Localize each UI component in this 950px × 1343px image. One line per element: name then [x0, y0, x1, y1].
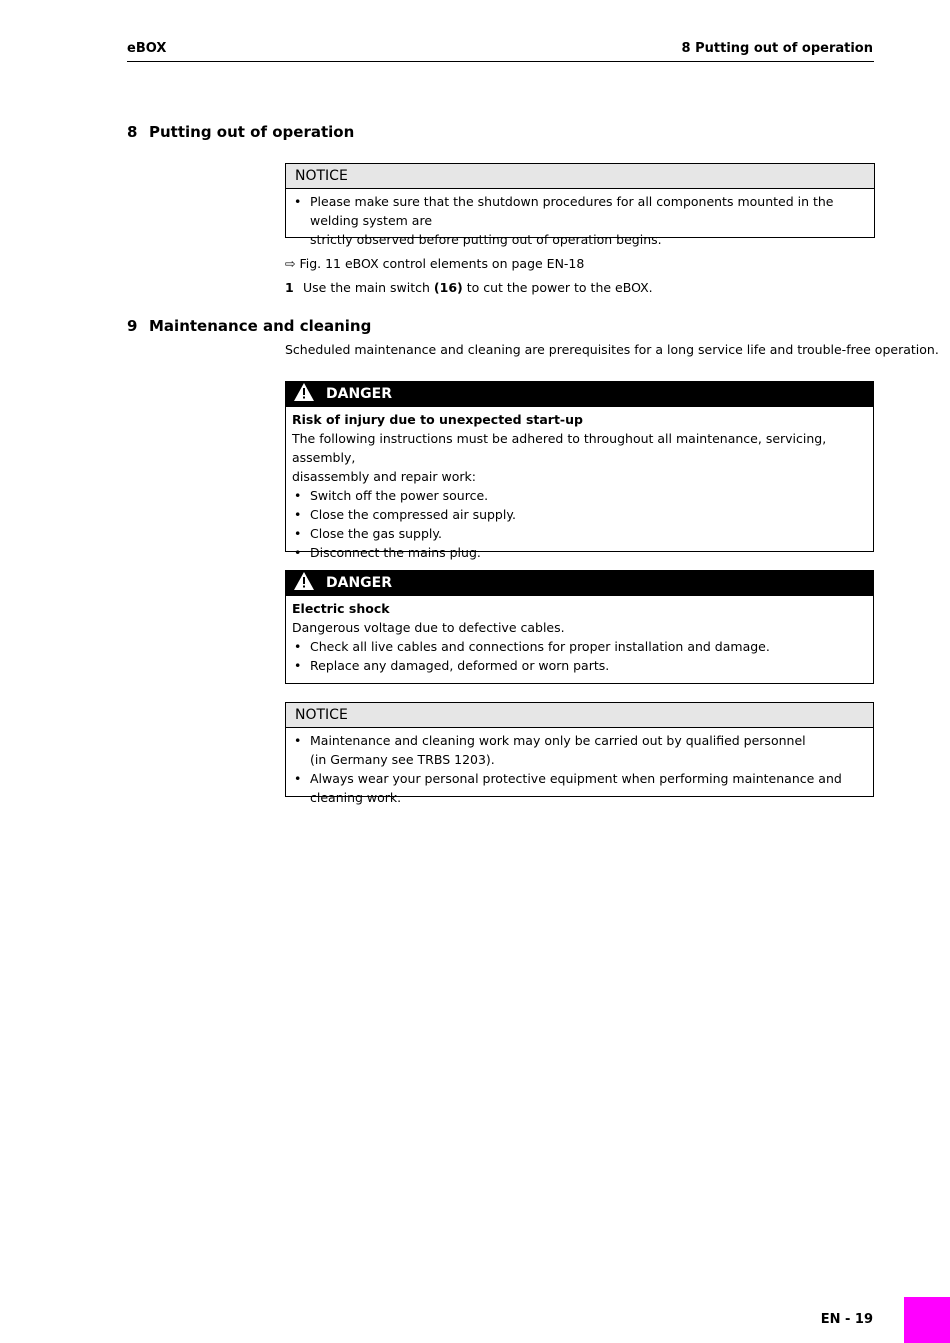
- section-9-heading: [127, 317, 371, 335]
- list-item-text: Check all live cables and connections for proper installation and damage.: [310, 639, 770, 654]
- section-8-number: 8: [127, 123, 138, 141]
- section-8-heading: [127, 123, 354, 141]
- notice-bullet: [292, 192, 868, 249]
- notice-body: [286, 728, 873, 813]
- danger-box-electric-shock: [285, 570, 874, 684]
- bullet-icon: •: [294, 771, 302, 786]
- section-9-number: 9: [127, 317, 138, 335]
- notice-label: NOTICE: [286, 703, 873, 728]
- bullet-icon: •: [294, 658, 302, 673]
- arrow-right-icon: ⇨: [285, 256, 296, 271]
- list-item: [292, 656, 867, 675]
- list-item-text: Switch off the power source.: [310, 488, 489, 503]
- bullet-icon: •: [294, 507, 302, 522]
- section-8-title: Putting out of operation: [149, 123, 355, 141]
- notice-box-shutdown: [285, 163, 875, 247]
- list-item: [292, 731, 867, 769]
- notice-body: [286, 189, 874, 255]
- bullet-icon: •: [294, 194, 302, 209]
- danger-box-startup: [285, 381, 874, 560]
- danger-text-line2: disassembly and repair work:: [292, 469, 476, 484]
- figure-reference[interactable]: [285, 254, 584, 273]
- danger-body: [286, 407, 873, 568]
- danger-text: Dangerous voltage due to defective cables.: [292, 620, 565, 635]
- danger-heading: Risk of injury due to unexpected start-up: [292, 412, 583, 427]
- danger-text-line1: The following instructions must be adhered to throughout all maintenance, servicing, assembly,: [292, 431, 827, 465]
- list-item: [292, 486, 867, 505]
- step-text-before: Use the main switch: [303, 280, 430, 295]
- bullet-icon: •: [294, 733, 302, 748]
- list-item-text: (in Germany see TRBS 1203).: [310, 752, 495, 767]
- step-text-after: to cut the power to the eBOX.: [466, 280, 653, 295]
- header-rule: [127, 61, 874, 62]
- list-item: [292, 637, 867, 656]
- header-doc-title: eBOX: [127, 41, 167, 56]
- step-1: [285, 278, 653, 297]
- danger-body: [286, 596, 873, 681]
- page-tab-marker: [904, 1297, 950, 1343]
- section-9-title: Maintenance and cleaning: [149, 317, 372, 335]
- step-number: 1: [285, 280, 294, 295]
- danger-label: DANGER: [326, 386, 393, 402]
- step-bold-ref: (16): [433, 280, 463, 295]
- warning-triangle-icon: [294, 383, 314, 401]
- list-item-text: Disconnect the mains plug.: [310, 545, 481, 560]
- warning-triangle-icon: [294, 572, 314, 590]
- list-item-text: Maintenance and cleaning work may only be carried out by qualified personnel: [310, 733, 806, 748]
- page-number: EN - 19: [820, 1312, 873, 1327]
- danger-label: DANGER: [326, 575, 393, 591]
- notice-bullet-line2: strictly observed before putting out of operation begins.: [310, 232, 662, 247]
- bullet-icon: •: [294, 639, 302, 654]
- list-item: [292, 505, 867, 524]
- section-9-intro: Scheduled maintenance and cleaning are prerequisites for a long service life and trouble-free operation.: [285, 342, 939, 357]
- danger-header: [286, 571, 873, 596]
- bullet-icon: •: [294, 526, 302, 541]
- bullet-icon: •: [294, 488, 302, 503]
- notice-box-maintenance: [285, 702, 874, 805]
- list-item-text: Always wear your personal protective equipment when performing maintenance and cleaning work.: [310, 771, 842, 805]
- header-chapter-title: 8 Putting out of operation: [681, 41, 873, 56]
- list-item: [292, 543, 867, 562]
- figure-reference-text: Fig. 11 eBOX control elements on page EN-18: [299, 256, 585, 271]
- list-item-text: Close the gas supply.: [310, 526, 442, 541]
- danger-heading: Electric shock: [292, 601, 390, 616]
- notice-bullet-line1: Please make sure that the shutdown procedures for all components mounted in the welding system are: [310, 194, 834, 228]
- list-item-text: Close the compressed air supply.: [310, 507, 516, 522]
- notice-label: NOTICE: [286, 164, 874, 189]
- list-item-text: Replace any damaged, deformed or worn parts.: [310, 658, 610, 673]
- bullet-icon: •: [294, 545, 302, 560]
- danger-header: [286, 382, 873, 407]
- list-item: [292, 524, 867, 543]
- list-item: [292, 769, 867, 807]
